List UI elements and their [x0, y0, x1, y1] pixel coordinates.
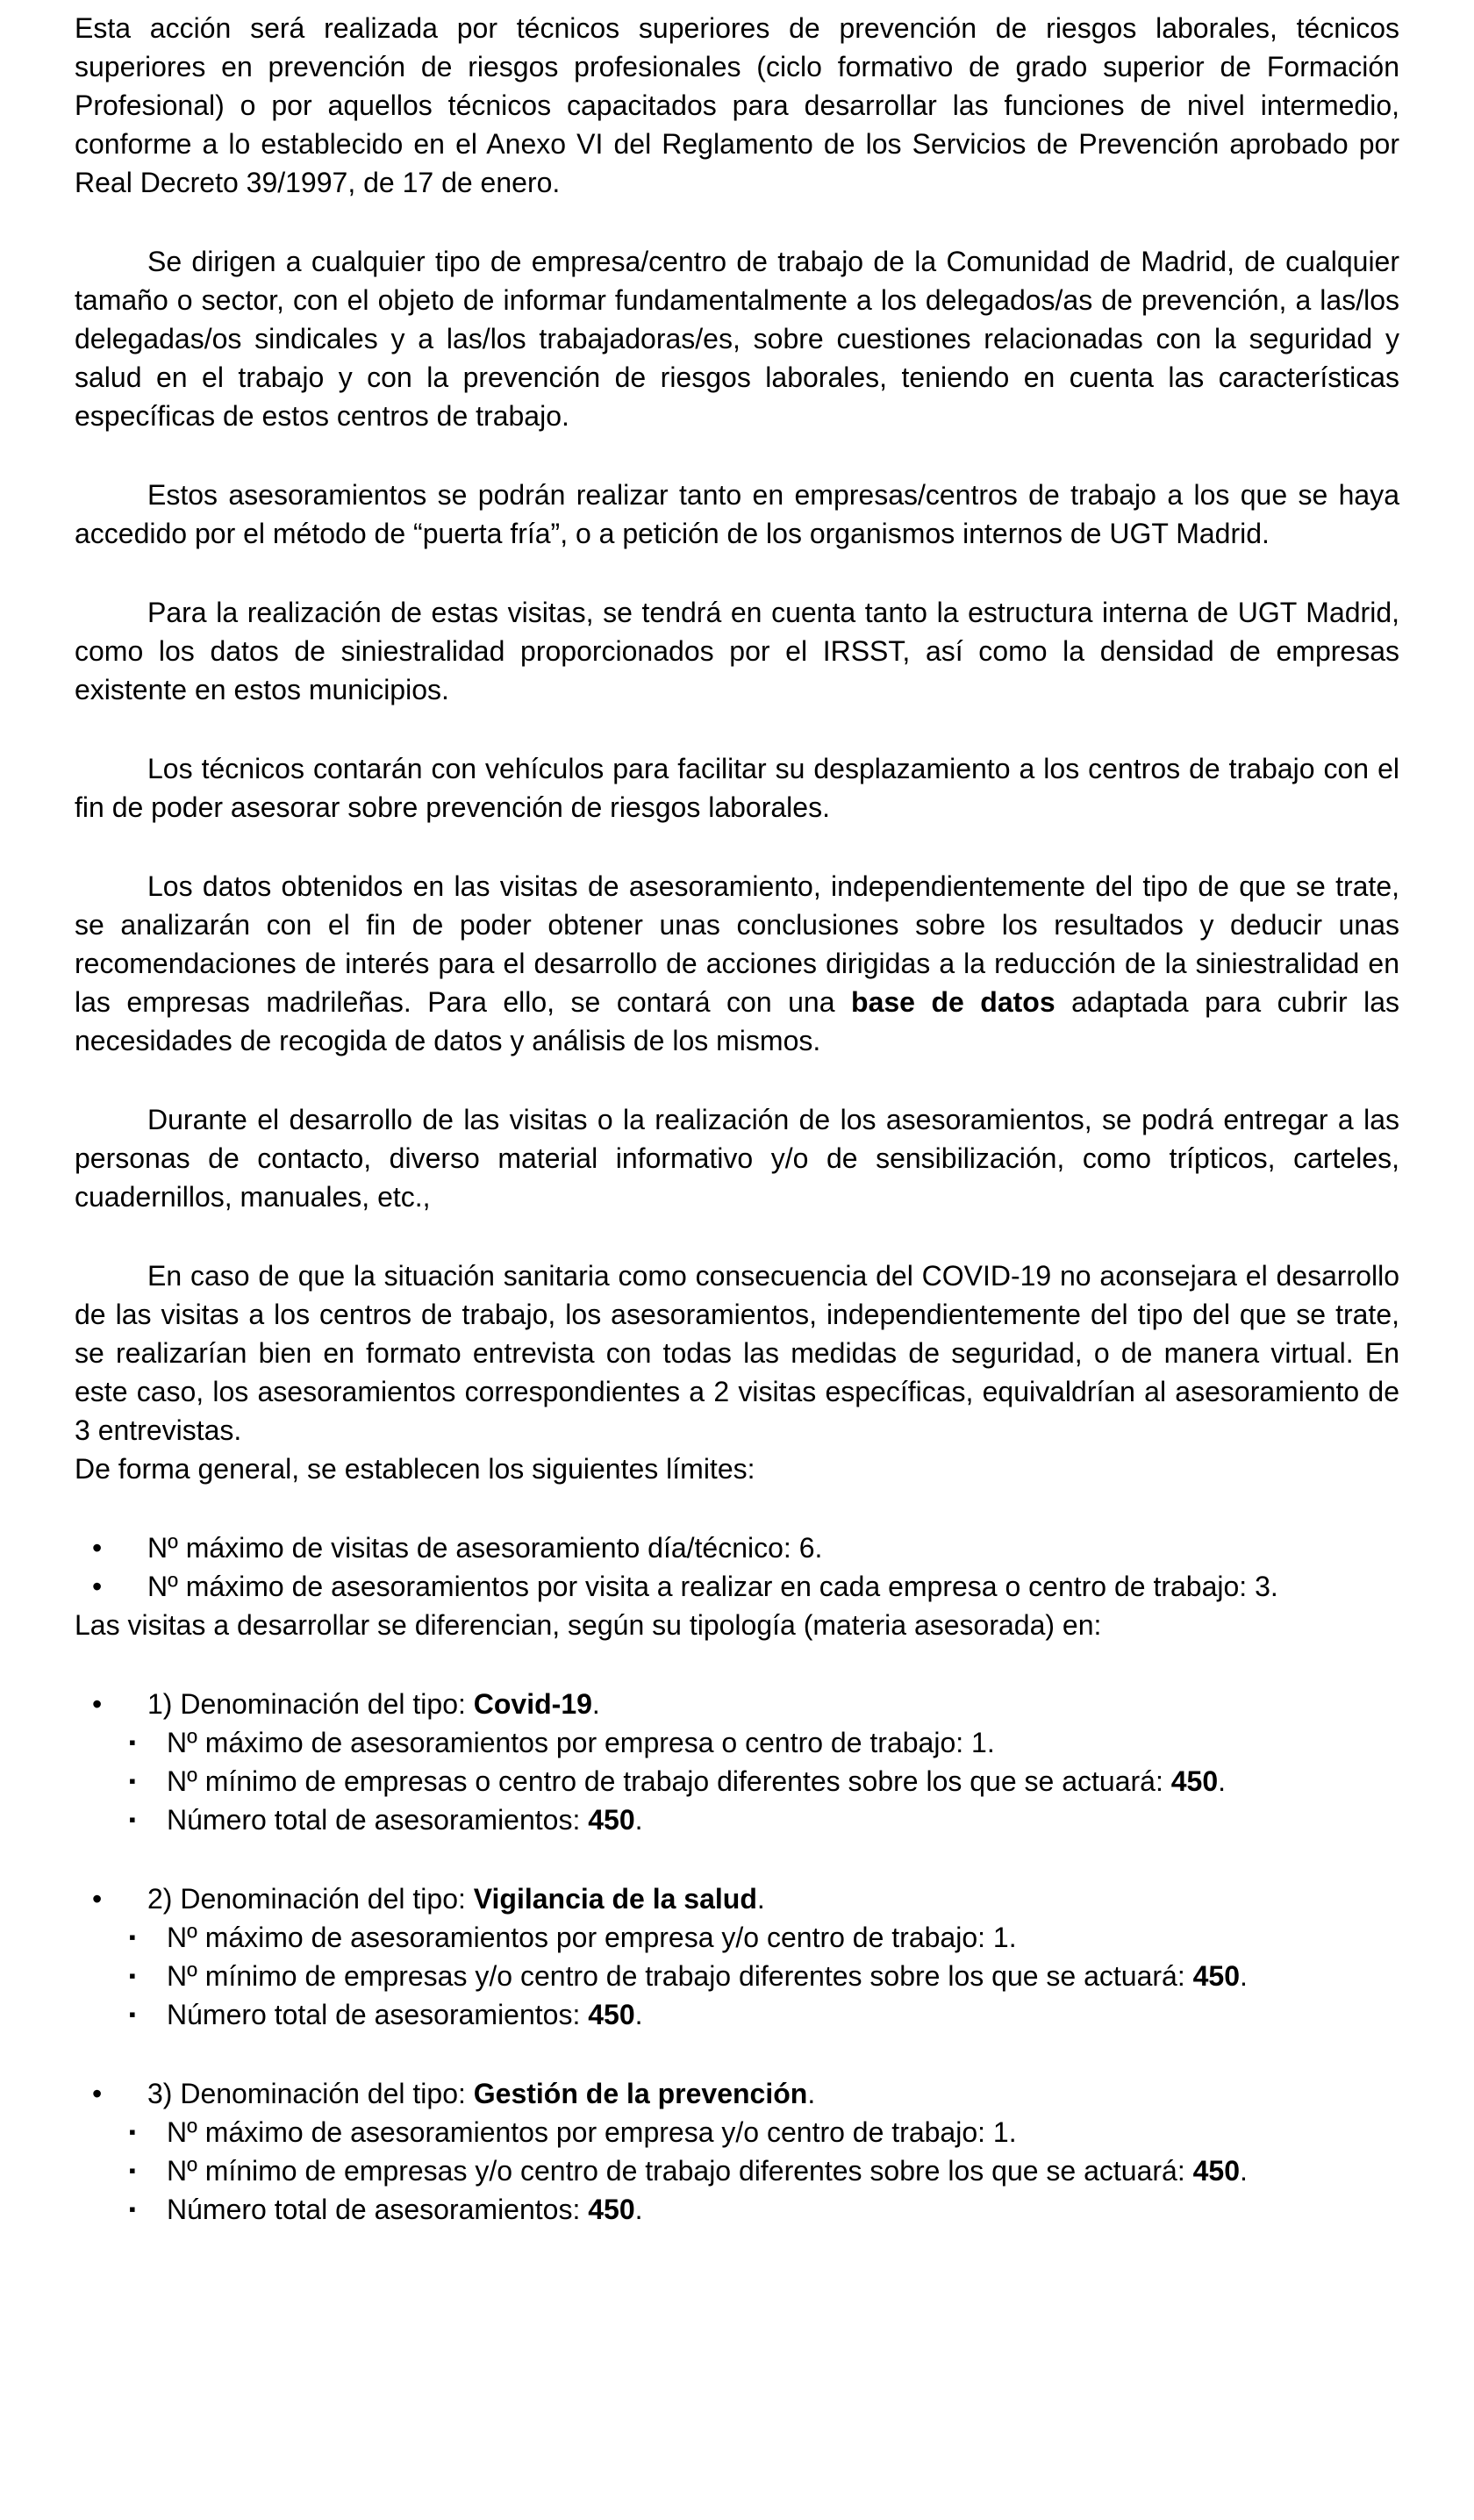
- type-1-subitem-3-post: .: [634, 1804, 643, 1836]
- type-1-title: [147, 1685, 1399, 1723]
- type-2-subitem-3-text: [167, 1995, 1399, 2034]
- type-3-title-label: 3) Denominación del tipo:: [147, 2078, 474, 2109]
- type-3-title-dot: .: [807, 2078, 816, 2109]
- type-1-subitem-2-pre: Nº mínimo de empresas o centro de trabajo diferentes sobre los que se actuará:: [167, 1765, 1171, 1797]
- square-bullet-icon: ▪: [129, 1965, 136, 1987]
- type-3-subitem-2-pre: Nº mínimo de empresas y/o centro de trabajo diferentes sobre los que se actuará:: [167, 2155, 1193, 2187]
- type-3-subitem-2-bold: 450: [1192, 2155, 1241, 2187]
- type-3-subitem-1-text: Nº máximo de asesoramientos por empresa y/o centro de trabajo: 1.: [167, 2116, 1017, 2148]
- limit-item-2-text: Nº máximo de asesoramientos por visita a realizar en cada empresa o centro de trabajo: 3.: [147, 1571, 1278, 1602]
- spacer: [75, 1644, 1399, 1685]
- type-2-subitem-3-bold: 450: [588, 1999, 635, 2030]
- bullet-icon: •: [92, 2078, 103, 2109]
- type-3-subitem-2-text: [167, 2151, 1399, 2190]
- paragraph-3: Estos asesoramientos se podrán realizar tanto en empresas/centros de trabajo a los que se haya accedido por el método de “puerta fría”, o a petición de los organismos internos de UGT Madrid.: [75, 479, 1399, 549]
- type-1-title-dot: .: [591, 1688, 600, 1720]
- paragraph-4: Para la realización de estas visitas, se tendrá en cuenta tanto la estructura interna de UGT Madrid, como los datos de siniestralidad proporcionados por el IRSST, así como la densidad de empresas existente en estos municipios.: [75, 597, 1399, 705]
- type-3-subitem-3-text: [167, 2190, 1399, 2229]
- type-2-subitem-1: [75, 1918, 1399, 1957]
- paragraph-6-bold-base-de-datos: base de datos: [851, 986, 1055, 1018]
- type-1-subitem-2-text: [167, 1762, 1399, 1801]
- type-1-title-name: Covid-19: [473, 1688, 592, 1720]
- type-1-subitem-3: [75, 1801, 1399, 1839]
- type-1-subitem-3-pre: Número total de asesoramientos:: [167, 1804, 589, 1836]
- type-3-title-row: [75, 2074, 1399, 2113]
- paragraph-6-text-pre: Los datos obtenidos en las visitas de asesoramiento, independientemente del tipo de que se trate, se analizarán con el fin de poder obtener unas conclusiones sobre los resultados y deducir unas recomendaciones de interés para el desarrollo de acciones dirigidas a la reducción de la siniestralidad en las empresas madrileñas. Para ello, se contará con una: [75, 870, 1399, 1018]
- type-1-subitem-1: [75, 1723, 1399, 1762]
- type-3-subitem-3-bold: 450: [588, 2194, 635, 2225]
- square-bullet-icon: ▪: [129, 2121, 136, 2143]
- square-bullet-icon: ▪: [129, 2003, 136, 2025]
- limit-item-2: [75, 1567, 1399, 1606]
- type-3-subitem-3: [75, 2190, 1399, 2229]
- limits-heading: De forma general, se establecen los siguientes límites:: [75, 1453, 755, 1485]
- type-2-title: [147, 1879, 1399, 1918]
- paragraph-6-text-post: adaptada para cubrir las necesidades de recogida de datos y análisis de los mismos.: [75, 986, 1400, 1056]
- limit-item-1-text: Nº máximo de visitas de asesoramiento día/técnico: 6.: [147, 1532, 823, 1564]
- type-3-subitem-1: [75, 2113, 1399, 2151]
- type-3-title-name: Gestión de la prevención: [473, 2078, 808, 2109]
- square-bullet-icon: ▪: [129, 1731, 136, 1753]
- type-2-subitem-2: [75, 1957, 1399, 1995]
- type-1-subitem-3-bold: 450: [588, 1804, 635, 1836]
- type-2-title-row: [75, 1879, 1399, 1918]
- square-bullet-icon: ▪: [129, 1808, 136, 1830]
- bullet-icon: •: [92, 1571, 103, 1602]
- type-2-title-label: 2) Denominación del tipo:: [147, 1883, 474, 1915]
- type-2-title-name: Vigilancia de la salud: [473, 1883, 757, 1915]
- type-1-block: [75, 1685, 1399, 1839]
- type-2-subitem-2-bold: 450: [1192, 1960, 1241, 1992]
- type-1-title-row: [75, 1685, 1399, 1723]
- type-2-title-dot: .: [756, 1883, 765, 1915]
- type-1-subitem-2-post: .: [1218, 1765, 1227, 1797]
- type-1-subitem-2: [75, 1762, 1399, 1801]
- type-1-subitem-2-bold: 450: [1170, 1765, 1219, 1797]
- type-2-subitem-3: [75, 1995, 1399, 2034]
- type-2-subitem-2-pre: Nº mínimo de empresas y/o centro de trabajo diferentes sobre los que se actuará:: [167, 1960, 1193, 1992]
- square-bullet-icon: ▪: [129, 1770, 136, 1792]
- type-3-subitem-2-post: .: [1240, 2155, 1248, 2187]
- type-3-subitem-3-pre: Número total de asesoramientos:: [167, 2194, 589, 2225]
- paragraph-7: Durante el desarrollo de las visitas o la realización de los asesoramientos, se podrá entregar a las personas de contacto, diverso material informativo y/o de sensibilización, como trípticos, carteles, cuadernillos, manuales, etc.,: [75, 1104, 1399, 1213]
- paragraph-1: Esta acción será realizada por técnicos superiores de prevención de riesgos laborales, técnicos superiores en prevención de riesgos profesionales (ciclo formativo de grado superior de Formación Profesional) o por aquellos técnicos capacitados para desarrollar las funciones de nivel intermedio, conforme a lo establecido en el Anexo VI del Reglamento de los Servicios de Prevención aprobado por Real Decreto 39/1997, de 17 de enero.: [75, 12, 1399, 198]
- limit-item-1: [75, 1528, 1399, 1567]
- type-3-block: [75, 2074, 1399, 2229]
- paragraph-8: En caso de que la situación sanitaria como consecuencia del COVID-19 no aconsejara el desarrollo de las visitas a los centros de trabajo, los asesoramientos, independientemente del tipo del que se trate, se realizarían bien en formato entrevista con todas las medidas de seguridad, o de manera virtual. En este caso, los asesoramientos correspondientes a 2 visitas específicas, equivaldrían al asesoramiento de 3 entrevistas.: [75, 1260, 1399, 1446]
- spacer: [75, 1839, 1399, 1879]
- limits-list: [75, 1528, 1399, 1606]
- bullet-icon: •: [92, 1532, 103, 1564]
- type-1-title-label: 1) Denominación del tipo:: [147, 1688, 474, 1720]
- type-1-subitem-1-text: Nº máximo de asesoramientos por empresa o centro de trabajo: 1.: [167, 1727, 995, 1758]
- square-bullet-icon: ▪: [129, 1926, 136, 1948]
- type-1-subitem-3-text: [167, 1801, 1399, 1839]
- bullet-icon: •: [92, 1688, 103, 1720]
- type-2-subitem-3-post: .: [634, 1999, 643, 2030]
- spacer: [75, 2034, 1399, 2074]
- square-bullet-icon: ▪: [129, 2159, 136, 2181]
- spacer: [75, 1488, 1399, 1528]
- type-2-subitem-2-post: .: [1240, 1960, 1248, 1992]
- type-3-subitem-3-post: .: [634, 2194, 643, 2225]
- types-heading: Las visitas a desarrollar se diferencian, según su tipología (materia asesorada) en:: [75, 1609, 1102, 1641]
- type-2-subitem-1-text: Nº máximo de asesoramientos por empresa y/o centro de trabajo: 1.: [167, 1922, 1017, 1953]
- type-3-subitem-2: [75, 2151, 1399, 2190]
- square-bullet-icon: ▪: [129, 2198, 136, 2220]
- type-2-block: [75, 1879, 1399, 2034]
- type-2-subitem-2-text: [167, 1957, 1399, 1995]
- type-2-subitem-3-pre: Número total de asesoramientos:: [167, 1999, 589, 2030]
- type-3-title: [147, 2074, 1399, 2113]
- paragraph-5: Los técnicos contarán con vehículos para facilitar su desplazamiento a los centros de trabajo con el fin de poder asesorar sobre prevención de riesgos laborales.: [75, 753, 1399, 823]
- bullet-icon: •: [92, 1883, 103, 1915]
- paragraph-6: [75, 867, 1399, 1060]
- paragraph-2: Se dirigen a cualquier tipo de empresa/centro de trabajo de la Comunidad de Madrid, de cualquier tamaño o sector, con el objeto de informar fundamentalmente a los delegados/as de prevención, a las/los delegadas/os sindicales y a las/los trabajadoras/es, sobre cuestiones relacionadas con la seguridad y salud en el trabajo y con la prevención de riesgos laborales, teniendo en cuenta las características específicas de estos centros de trabajo.: [75, 246, 1399, 432]
